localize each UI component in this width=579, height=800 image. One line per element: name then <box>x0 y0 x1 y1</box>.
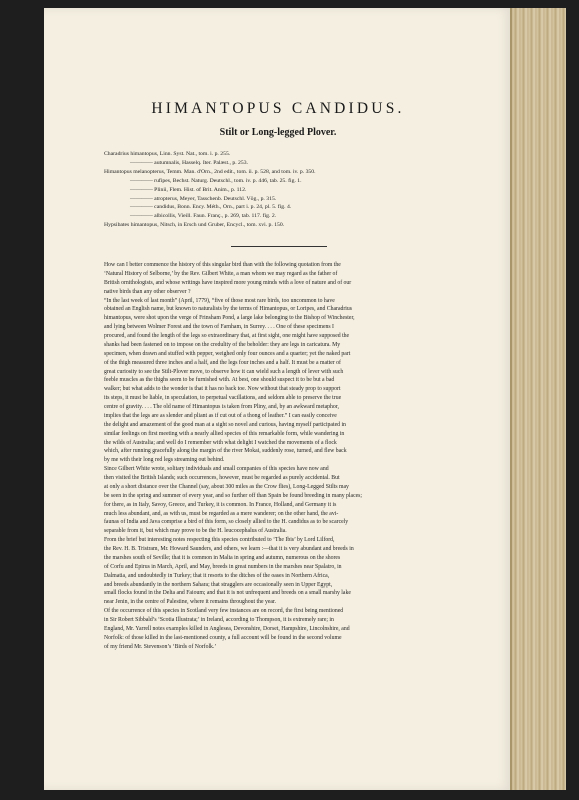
body-line: England, Mr. Yarrell notes examples killed in Anglesea, Devonshire, Dorset, Hampshire, Lincolnshire, and <box>104 625 350 632</box>
body-line: himantopus, were shot upon the verge of Frinsham Pond, a large lake belonging to the Bishop of Winchester, <box>104 315 355 322</box>
section-divider <box>231 246 327 247</box>
synonym-line: ———— candidus, Bonn. Ency. Méth., Orn., part i. p. 24, pl. 5. fig. 4. <box>130 204 292 211</box>
synonym-line: ———— atropterus, Meyer, Tasschenb. Deutschl. Vög., p. 315. <box>130 195 277 202</box>
body-line: and lying between Wolmer Forest and the town of Farnham, in Surrey. . . . One of these specimens I <box>104 324 334 331</box>
body-line: feeble muscles as the thighs seem to be furnished with. At best, one should suspect it to be but a bad <box>104 377 335 384</box>
body-line: How can I better commence the history of this singular bird than with the following quotation from the <box>104 262 341 268</box>
body-line: implies that the legs are as slender and pliant as if cut out of a thong of leather.” I can easily conceive <box>104 412 337 419</box>
synonym-line: Himantopus melanopterus, Temm. Man. d'Orn., 2nd edit., tom. ii. p. 528, and tom. iv. p. 350. <box>104 168 316 175</box>
book-page <box>44 8 512 790</box>
body-line: in Sir Robert Sibbald’s ‘Scotia Illustrata;’ in Ireland, according to Thompson, it is extremely rare; in <box>104 617 334 623</box>
body-line: near Jenin, in the centre of Palestine, where it remains throughout the year. <box>104 599 276 606</box>
body-line: “In the last week of last month” (April, 1779), “five of those most rare birds, too uncommon to have <box>104 297 335 304</box>
body-line: and breeds abundantly in the northern Sahara; that stragglers are occasionally seen in Upper Egypt, <box>104 581 333 588</box>
body-line: From the brief but interesting notes respecting this species contributed to ‘The Ibis’ by Lord Lilford, <box>104 537 335 544</box>
synonym-line: ———— Plinii, Flem. Hist. of Brit. Anim., p. 112. <box>130 186 247 193</box>
body-line: of the thigh measured three inches and a half, and the legs four inches and a half. It must be a matter of <box>104 359 341 366</box>
body-line: the wilds of Australia; and well do I remember with what delight I watched the movements of a flock <box>104 439 337 446</box>
body-line: procured, and found the length of the legs so extraordinary that, at first sight, one might have supposed the <box>104 333 350 339</box>
body-line: much less abundant, and, as with us, must be regarded as a mere wanderer; on the other hand, the avi- <box>104 510 339 517</box>
synonym-line: Hypsibates himantopus, Nitsch, in Ersch und Gruber, Encycl., tom. xvi. p. 150. <box>104 222 285 229</box>
body-line: similar feelings on first meeting with a nearly allied species of this remarkable form, while wandering in <box>104 430 345 437</box>
body-line: at only a short distance over the Channel (say, about 300 miles as the Crow flies), Long-Legged Stilts may <box>104 483 349 490</box>
body-line: the delight and amazement of the good man at a sight so novel and curious, having myself participated in <box>104 421 346 428</box>
body-line: obtained an English name, but known to naturalists by the terms of Himantopus, or Loripes, and Charadrius <box>104 306 353 313</box>
body-line: then visited the British Islands; such occurrences, however, must be regarded as purely accidental. But <box>104 475 340 481</box>
body-line: which, after running gracefully along the margin of the river Mokai, suddenly rose, turned, and flew back <box>104 448 347 455</box>
body-line: by me with their long red legs streaming out behind. <box>104 457 225 464</box>
synonym-line: ———— autumnalis, Hasselq. Iter. Palæst., p. 253. <box>130 159 249 166</box>
body-line: faunas of India and Java comprise a bird of this form, so closely allied to the H. candidus as to be scarcely <box>104 519 349 526</box>
body-line: specimen, when drawn and stuffed with pepper, weighed only four ounces and a quarter; yet the naked part <box>104 350 351 357</box>
body-text <box>104 261 464 652</box>
body-line: small flocks found in the Delta and Faioum; and that it is not unfrequent and breeds on a small marshy lake <box>104 590 351 597</box>
body-line: native birds than any other observer ? <box>104 288 191 295</box>
body-line: ‘Natural History of Selborne,’ by the Rev. Gilbert White, a man whom we may regard as the father of <box>104 270 338 277</box>
body-line: its steps, it must be liable, in speculation, to perpetual vacillations, and seldom able to preserve the true <box>104 395 342 402</box>
body-line: shanks had been fastened on to impose on the credulity of the beholder: they are legs in caricatura. My <box>104 341 341 348</box>
body-line: of my friend Mr. Stevenson’s ‘Birds of Norfolk.’ <box>104 643 217 650</box>
body-line: for there, as in Italy, Savoy, Greece, and Turkey, it is common. In France, Holland, and Germany it is <box>104 501 337 508</box>
body-line: separable from it, but which may prove to be the H. leucocephalus of Australia. <box>104 528 287 535</box>
body-line: the marshes south of Seville; that it is common in Malta in spring and autumn, numerous on the shores <box>104 554 341 561</box>
body-line: the Rev. H. B. Tristram, Mr. Howard Saunders, and others, we learn :—that it is very abundant and breeds in <box>104 546 354 552</box>
body-line: British ornithologists, and whose writings have inspired more young minds with a love of nature and of our <box>104 279 352 286</box>
body-line: Since Gilbert White wrote, solitary individuals and small companies of this species have now and <box>104 466 329 473</box>
body-line: of Corfu and Epirus in March, April, and May, breeds in great numbers in the marshes near Spalatro, in <box>104 563 342 570</box>
body-line: great curiosity to see the Stilt-Plover move, to observe how it can wield such a length of lever with such <box>104 368 344 375</box>
page-title: HIMANTOPUS CANDIDUS. <box>151 100 405 117</box>
body-line: Dalmatia, and undoubtedly in Turkey; that it resorts to the ditches of the oases in Northern Africa, <box>104 572 330 579</box>
synonym-line: ———— rufipes, Bechst. Naturg. Deutschl., tom. iv. p. 446, tab. 25. fig. 1. <box>130 177 302 184</box>
body-line: walker; but what adds to the wonder is that it has no back toe. Now without that steady prop to support <box>104 386 341 393</box>
page-subtitle: Stilt or Long-legged Plover. <box>219 127 337 138</box>
body-line: Of the occurrence of this species in Scotland very few instances are on record, the first being mentioned <box>104 608 344 615</box>
body-line: be seen in the spring and summer of every year, and so further off than Spain be found breeding in many places; <box>104 492 363 499</box>
synonym-line: Charadrius himantopus, Linn. Syst. Nat., tom. i. p. 255. <box>104 151 231 157</box>
body-line: Norfolk: of those killed in the last-mentioned county, a full account will be found in the second volume <box>104 634 342 641</box>
synonym-line: ———— albicollis, Vieill. Faun. Franç., p. 269, tab. 117. fig. 2. <box>130 213 277 220</box>
synonymy-block <box>104 150 484 230</box>
body-line: centre of gravity. . . . The old name of Himantopus is taken from Pliny, and, by an awkward metaphor, <box>104 404 339 410</box>
book-page-edges <box>512 8 566 790</box>
